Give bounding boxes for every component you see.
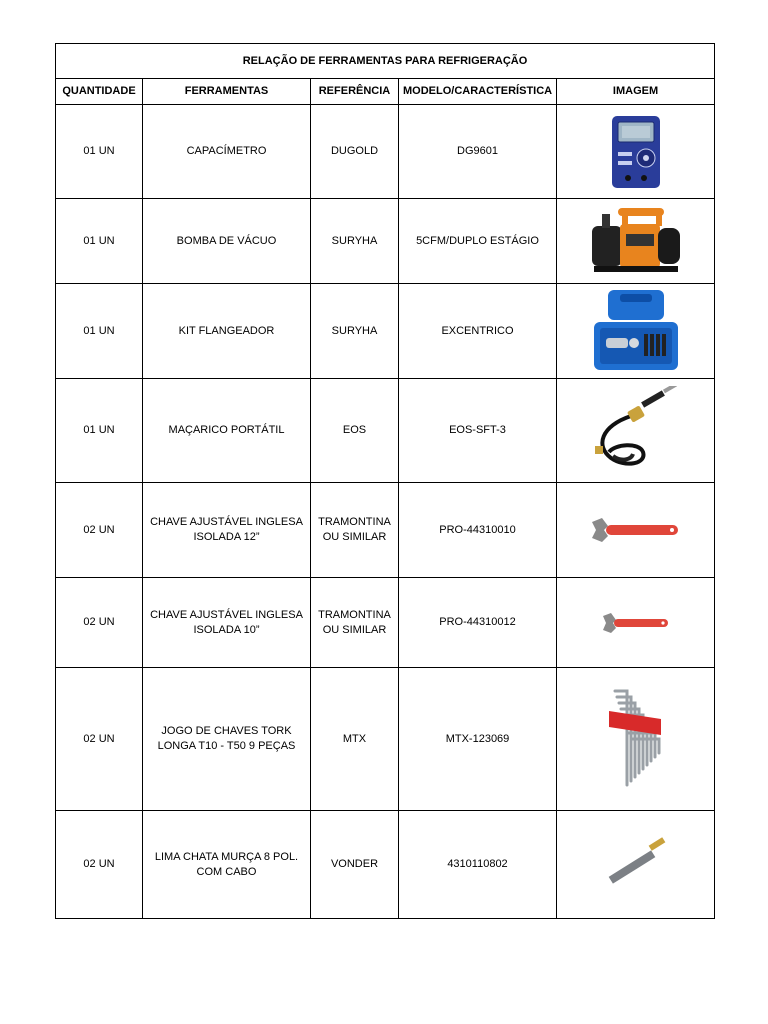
cell-reference: EOS [311, 379, 399, 483]
cell-image [557, 284, 715, 379]
cell-quantity: 02 UN [56, 811, 143, 919]
wrench-10-icon [601, 611, 671, 635]
header-tools: FERRAMENTAS [143, 79, 311, 105]
cell-model: EXCENTRICO [399, 284, 557, 379]
header-image: IMAGEM [557, 79, 715, 105]
cell-reference: TRAMONTINA OU SIMILAR [311, 483, 399, 578]
cell-tool: JOGO DE CHAVES TORK LONGA T10 - T50 9 PEÇAS [143, 668, 311, 811]
table-row [56, 578, 715, 668]
cell-image [557, 105, 715, 199]
cell-image [557, 811, 715, 919]
table-row [56, 284, 715, 379]
header-model: MODELO/CARACTERÍSTICA [399, 79, 557, 105]
cell-model: 4310110802 [399, 811, 557, 919]
cell-tool: CHAVE AJUSTÁVEL INGLESA ISOLADA 10” [143, 578, 311, 668]
header-reference: REFERÊNCIA [311, 79, 399, 105]
cell-model: PRO-44310010 [399, 483, 557, 578]
cell-quantity: 01 UN [56, 199, 143, 284]
cell-image [557, 668, 715, 811]
table-row [56, 483, 715, 578]
flaring-kit-icon [590, 288, 682, 374]
table-row [56, 199, 715, 284]
cell-reference: SURYHA [311, 199, 399, 284]
cell-model: PRO-44310012 [399, 578, 557, 668]
cell-image [557, 379, 715, 483]
cell-quantity: 02 UN [56, 668, 143, 811]
capacimeter-icon [606, 114, 666, 190]
table-title: RELAÇÃO DE FERRAMENTAS PARA REFRIGERAÇÃO [56, 44, 715, 79]
cell-model: EOS-SFT-3 [399, 379, 557, 483]
cell-tool: CAPACÍMETRO [143, 105, 311, 199]
torch-icon [591, 386, 681, 476]
table-row [56, 811, 715, 919]
table-row [56, 379, 715, 483]
cell-tool: CHAVE AJUSTÁVEL INGLESA ISOLADA 12” [143, 483, 311, 578]
cell-reference: DUGOLD [311, 105, 399, 199]
torx-key-set-icon [601, 689, 671, 789]
cell-image [557, 483, 715, 578]
cell-reference: SURYHA [311, 284, 399, 379]
wrench-12-icon [590, 516, 682, 544]
cell-model: 5CFM/DUPLO ESTÁGIO [399, 199, 557, 284]
cell-image [557, 199, 715, 284]
cell-reference: TRAMONTINA OU SIMILAR [311, 578, 399, 668]
cell-tool: BOMBA DE VÁCUO [143, 199, 311, 284]
cell-tool: KIT FLANGEADOR [143, 284, 311, 379]
cell-model: MTX-123069 [399, 668, 557, 811]
cell-quantity: 01 UN [56, 379, 143, 483]
table-row [56, 668, 715, 811]
cell-quantity: 01 UN [56, 105, 143, 199]
header-quantity: QUANTIDADE [56, 79, 143, 105]
cell-reference: VONDER [311, 811, 399, 919]
cell-image [557, 578, 715, 668]
cell-model: DG9601 [399, 105, 557, 199]
cell-reference: MTX [311, 668, 399, 811]
tools-table [55, 43, 715, 919]
table-row [56, 105, 715, 199]
cell-tool: LIMA CHATA MURÇA 8 POL. COM CABO [143, 811, 311, 919]
flat-file-icon [601, 837, 671, 893]
vacuum-pump-icon [588, 206, 684, 276]
cell-quantity: 02 UN [56, 483, 143, 578]
cell-quantity: 02 UN [56, 578, 143, 668]
cell-tool: MAÇARICO PORTÁTIL [143, 379, 311, 483]
cell-quantity: 01 UN [56, 284, 143, 379]
